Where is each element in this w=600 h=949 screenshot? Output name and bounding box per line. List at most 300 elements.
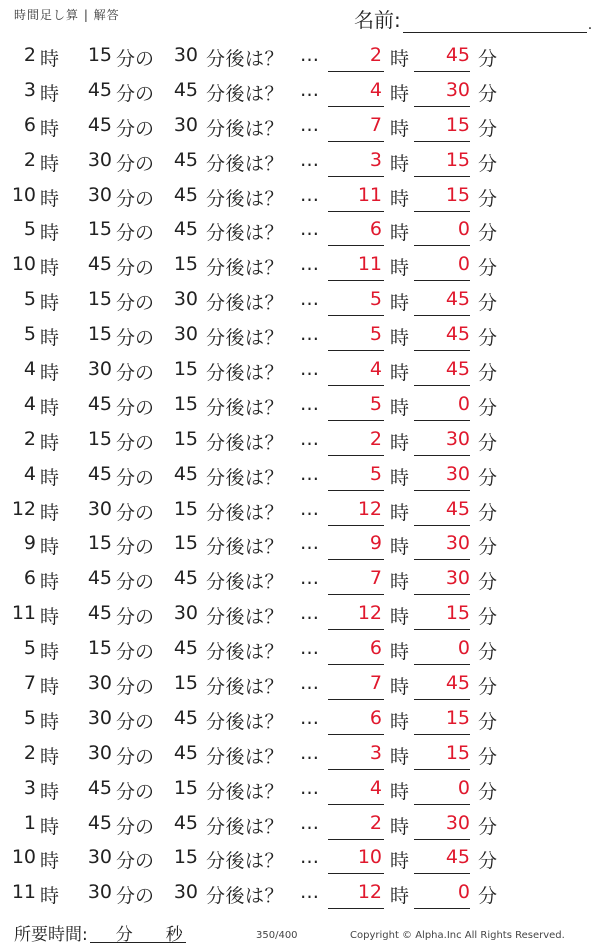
answer-minute-unit: 分 [478, 501, 498, 524]
ellipsis: … [300, 78, 319, 101]
start-minute: 45 [87, 462, 112, 485]
answer-minute: 45 [445, 672, 470, 695]
start-hour: 2 [23, 148, 36, 171]
ellipsis: … [300, 637, 319, 660]
answer-minute-blank[interactable] [414, 873, 470, 874]
start-minute: 45 [87, 602, 112, 625]
name-blank-line[interactable] [403, 10, 587, 33]
answer-hour-blank[interactable] [328, 839, 384, 840]
start-hour: 4 [23, 462, 36, 485]
answer-minute-blank[interactable] [414, 664, 470, 665]
start-hour: 5 [23, 218, 36, 241]
answer-hour-blank[interactable] [328, 769, 384, 770]
answer-minute-unit: 分 [478, 571, 498, 594]
answer-minute: 45 [445, 323, 470, 346]
answer-hour-unit: 時 [390, 396, 410, 419]
problem-row [0, 424, 600, 459]
ellipsis: … [300, 706, 319, 729]
answer-minute: 0 [457, 392, 470, 415]
minute-of-label: 分の [116, 780, 155, 803]
minute-of-label: 分の [116, 82, 155, 105]
problem-row [0, 110, 600, 145]
minute-of-label: 分の [116, 327, 155, 350]
minute-of-label: 分の [116, 257, 155, 280]
hour-unit: 時 [40, 676, 60, 699]
problem-row [0, 459, 600, 494]
ellipsis: … [300, 288, 319, 311]
answer-minute-blank[interactable] [414, 769, 470, 770]
start-hour: 6 [23, 113, 36, 136]
answer-minute-blank[interactable] [414, 804, 470, 805]
answer-hour-unit: 時 [390, 780, 410, 803]
page-number: 350/400 [256, 930, 298, 941]
worksheet-title: 時間足し算 | 解答 [14, 8, 120, 22]
start-hour: 11 [11, 881, 36, 904]
start-hour: 7 [23, 672, 36, 695]
answer-hour: 9 [369, 532, 382, 555]
answer-hour: 7 [369, 113, 382, 136]
answer-minute: 45 [445, 44, 470, 66]
start-hour: 3 [23, 776, 36, 799]
problem-row [0, 528, 600, 563]
answer-minute-unit: 分 [478, 815, 498, 838]
problem-row [0, 284, 600, 319]
question-label: 分後は？ [206, 117, 285, 140]
answer-minute-unit: 分 [478, 362, 498, 385]
answer-hour-blank[interactable] [328, 350, 384, 351]
added-minutes: 15 [173, 358, 198, 381]
ellipsis: … [300, 44, 319, 66]
minute-of-label: 分の [116, 710, 155, 733]
minute-of-label: 分の [116, 641, 155, 664]
question-label: 分後は？ [206, 676, 285, 699]
added-minutes: 30 [173, 288, 198, 311]
minute-of-label: 分の [116, 815, 155, 838]
ellipsis: … [300, 427, 319, 450]
ellipsis: … [300, 497, 319, 520]
hour-unit: 時 [40, 815, 60, 838]
minute-of-label: 分の [116, 152, 155, 175]
answer-minute-blank[interactable] [414, 455, 470, 456]
answer-minute-blank[interactable] [414, 839, 470, 840]
question-label: 分後は？ [206, 745, 285, 768]
hour-unit: 時 [40, 536, 60, 559]
answer-hour-blank[interactable] [328, 315, 384, 316]
answer-minute: 15 [445, 741, 470, 764]
answer-minute: 30 [445, 78, 470, 101]
question-label: 分後は？ [206, 850, 285, 873]
answer-hour: 11 [357, 183, 382, 206]
answer-minute-blank[interactable] [414, 420, 470, 421]
answer-hour: 10 [357, 846, 382, 869]
answer-minute-blank[interactable] [414, 594, 470, 595]
hour-unit: 時 [40, 710, 60, 733]
start-minute: 15 [87, 288, 112, 311]
answer-minute-blank[interactable] [414, 176, 470, 177]
added-minutes: 30 [173, 323, 198, 346]
hour-unit: 時 [40, 850, 60, 873]
answer-minute-unit: 分 [478, 536, 498, 559]
ellipsis: … [300, 148, 319, 171]
start-minute: 30 [87, 358, 112, 381]
problem-row [0, 214, 600, 249]
answer-minute-unit: 分 [478, 257, 498, 280]
hour-unit: 時 [40, 327, 60, 350]
answer-hour-unit: 時 [390, 850, 410, 873]
added-minutes: 30 [173, 44, 198, 66]
answer-minute: 45 [445, 288, 470, 311]
answer-minute-blank[interactable] [414, 245, 470, 246]
elapsed-time-blank[interactable] [90, 920, 186, 943]
hour-unit: 時 [40, 641, 60, 664]
hour-unit: 時 [40, 606, 60, 629]
answer-minute-unit: 分 [478, 396, 498, 419]
answer-minute-unit: 分 [478, 710, 498, 733]
answer-minute-unit: 分 [478, 885, 498, 908]
problem-row [0, 389, 600, 424]
answer-minute-unit: 分 [478, 48, 498, 70]
answer-hour-blank[interactable] [328, 525, 384, 526]
start-hour: 10 [11, 253, 36, 276]
minute-of-label: 分の [116, 117, 155, 140]
minute-of-label: 分の [116, 396, 155, 419]
start-hour: 10 [11, 183, 36, 206]
answer-hour-blank[interactable] [328, 280, 384, 281]
answer-hour-unit: 時 [390, 676, 410, 699]
answer-minute-blank[interactable] [414, 350, 470, 351]
answer-hour: 4 [369, 358, 382, 381]
answer-minute-blank[interactable] [414, 908, 470, 909]
start-minute: 30 [87, 881, 112, 904]
start-hour: 5 [23, 288, 36, 311]
question-label: 分後は？ [206, 187, 285, 210]
start-minute: 15 [87, 218, 112, 241]
answer-minute-unit: 分 [478, 82, 498, 105]
start-minute: 15 [87, 637, 112, 660]
added-minutes: 15 [173, 427, 198, 450]
minute-of-label: 分の [116, 571, 155, 594]
answer-minute-blank[interactable] [414, 385, 470, 386]
name-dot: . [587, 17, 593, 33]
answer-hour-unit: 時 [390, 327, 410, 350]
answer-hour-unit: 時 [390, 536, 410, 559]
answer-hour-blank[interactable] [328, 629, 384, 630]
answer-hour: 6 [369, 218, 382, 241]
answer-hour-unit: 時 [390, 152, 410, 175]
answer-hour-blank[interactable] [328, 873, 384, 874]
question-label: 分後は？ [206, 641, 285, 664]
minute-of-label: 分の [116, 48, 155, 70]
answer-hour-unit: 時 [390, 362, 410, 385]
answer-minute-blank[interactable] [414, 71, 470, 72]
problem-list [0, 40, 600, 912]
ellipsis: … [300, 253, 319, 276]
answer-hour-unit: 時 [390, 641, 410, 664]
answer-minute-blank[interactable] [414, 559, 470, 560]
added-minutes: 15 [173, 532, 198, 555]
answer-minute-blank[interactable] [414, 734, 470, 735]
question-label: 分後は？ [206, 885, 285, 908]
question-label: 分後は？ [206, 152, 285, 175]
answer-hour-blank[interactable] [328, 734, 384, 735]
start-hour: 2 [23, 741, 36, 764]
answer-minute-unit: 分 [478, 152, 498, 175]
answer-hour: 3 [369, 741, 382, 764]
answer-minute-blank[interactable] [414, 315, 470, 316]
minute-of-label: 分の [116, 431, 155, 454]
start-hour: 11 [11, 602, 36, 625]
start-minute: 30 [87, 148, 112, 171]
answer-hour: 7 [369, 672, 382, 695]
answer-minute: 0 [457, 218, 470, 241]
answer-minute-blank[interactable] [414, 629, 470, 630]
hour-unit: 時 [40, 396, 60, 419]
question-label: 分後は？ [206, 82, 285, 105]
problem-row [0, 598, 600, 633]
minute-of-label: 分の [116, 187, 155, 210]
start-minute: 30 [87, 183, 112, 206]
answer-minute-blank[interactable] [414, 141, 470, 142]
answer-minute-blank[interactable] [414, 211, 470, 212]
answer-minute-blank[interactable] [414, 280, 470, 281]
added-minutes: 45 [173, 637, 198, 660]
minute-of-label: 分の [116, 676, 155, 699]
hour-unit: 時 [40, 745, 60, 768]
answer-hour-unit: 時 [390, 48, 410, 70]
answer-hour: 11 [357, 253, 382, 276]
answer-minute: 0 [457, 776, 470, 799]
question-label: 分後は？ [206, 222, 285, 245]
start-minute: 45 [87, 811, 112, 834]
answer-minute: 0 [457, 253, 470, 276]
answer-hour-blank[interactable] [328, 594, 384, 595]
answer-minute: 0 [457, 637, 470, 660]
answer-hour-unit: 時 [390, 745, 410, 768]
problem-row [0, 773, 600, 808]
answer-hour-blank[interactable] [328, 699, 384, 700]
answer-hour: 6 [369, 637, 382, 660]
ellipsis: … [300, 462, 319, 485]
answer-hour-unit: 時 [390, 187, 410, 210]
hour-unit: 時 [40, 48, 60, 70]
answer-hour-blank[interactable] [328, 211, 384, 212]
answer-minute-unit: 分 [478, 187, 498, 210]
start-minute: 30 [87, 672, 112, 695]
answer-hour-blank[interactable] [328, 559, 384, 560]
answer-hour: 7 [369, 567, 382, 590]
ellipsis: … [300, 567, 319, 590]
problem-row [0, 75, 600, 110]
start-hour: 1 [23, 811, 36, 834]
answer-minute-blank[interactable] [414, 106, 470, 107]
copyright-text: Copyright © Alpha.Inc All Rights Reserved. [350, 930, 565, 941]
answer-hour-unit: 時 [390, 885, 410, 908]
start-hour: 2 [23, 44, 36, 66]
minute-of-label: 分の [116, 536, 155, 559]
answer-minute: 30 [445, 811, 470, 834]
answer-minute: 30 [445, 462, 470, 485]
answer-minute-unit: 分 [478, 676, 498, 699]
answer-minute-unit: 分 [478, 222, 498, 245]
hour-unit: 時 [40, 362, 60, 385]
answer-minute-unit: 分 [478, 327, 498, 350]
answer-hour-blank[interactable] [328, 141, 384, 142]
added-minutes: 45 [173, 567, 198, 590]
answer-hour-blank[interactable] [328, 908, 384, 909]
elapsed-time-label: 所要時間: [14, 925, 88, 945]
problem-row [0, 319, 600, 354]
answer-hour-unit: 時 [390, 501, 410, 524]
start-hour: 5 [23, 637, 36, 660]
answer-hour-blank[interactable] [328, 106, 384, 107]
answer-minute-blank[interactable] [414, 699, 470, 700]
answer-minute-unit: 分 [478, 606, 498, 629]
start-minute: 45 [87, 776, 112, 799]
problem-row [0, 249, 600, 284]
added-minutes: 45 [173, 706, 198, 729]
problem-row [0, 180, 600, 215]
problem-row [0, 563, 600, 598]
hour-unit: 時 [40, 222, 60, 245]
problem-row [0, 40, 600, 75]
answer-minute-blank[interactable] [414, 490, 470, 491]
name-label: 名前: [354, 8, 401, 32]
answer-hour-unit: 時 [390, 257, 410, 280]
question-label: 分後は？ [206, 257, 285, 280]
added-minutes: 45 [173, 183, 198, 206]
minute-of-label: 分の [116, 292, 155, 315]
minute-of-label: 分の [116, 745, 155, 768]
start-hour: 9 [23, 532, 36, 555]
answer-hour-blank[interactable] [328, 490, 384, 491]
answer-hour: 3 [369, 148, 382, 171]
answer-hour-unit: 時 [390, 82, 410, 105]
added-minutes: 30 [173, 602, 198, 625]
answer-hour: 4 [369, 78, 382, 101]
answer-hour-blank[interactable] [328, 176, 384, 177]
question-label: 分後は？ [206, 501, 285, 524]
answer-hour: 5 [369, 462, 382, 485]
start-hour: 3 [23, 78, 36, 101]
question-label: 分後は？ [206, 327, 285, 350]
hour-unit: 時 [40, 466, 60, 489]
added-minutes: 45 [173, 218, 198, 241]
answer-hour-blank[interactable] [328, 420, 384, 421]
start-hour: 5 [23, 706, 36, 729]
answer-hour-blank[interactable] [328, 385, 384, 386]
question-label: 分後は？ [206, 431, 285, 454]
answer-hour-blank[interactable] [328, 71, 384, 72]
ellipsis: … [300, 881, 319, 904]
problem-row [0, 877, 600, 912]
answer-minute: 15 [445, 706, 470, 729]
answer-hour-unit: 時 [390, 815, 410, 838]
start-hour: 12 [11, 497, 36, 520]
minute-of-label: 分の [116, 501, 155, 524]
problem-row [0, 668, 600, 703]
answer-minute-unit: 分 [478, 641, 498, 664]
start-minute: 30 [87, 846, 112, 869]
answer-minute: 30 [445, 567, 470, 590]
answer-hour-blank[interactable] [328, 664, 384, 665]
answer-hour: 5 [369, 323, 382, 346]
minute-of-label: 分の [116, 466, 155, 489]
answer-hour-blank[interactable] [328, 804, 384, 805]
answer-hour: 5 [369, 288, 382, 311]
answer-hour-unit: 時 [390, 292, 410, 315]
answer-minute: 15 [445, 602, 470, 625]
answer-hour-unit: 時 [390, 222, 410, 245]
answer-minute-unit: 分 [478, 780, 498, 803]
answer-hour-unit: 時 [390, 431, 410, 454]
added-minutes: 15 [173, 672, 198, 695]
hour-unit: 時 [40, 257, 60, 280]
minute-of-label: 分の [116, 606, 155, 629]
problem-row [0, 354, 600, 389]
hour-unit: 時 [40, 292, 60, 315]
answer-hour-blank[interactable] [328, 245, 384, 246]
problem-row [0, 808, 600, 843]
question-label: 分後は？ [206, 815, 285, 838]
added-minutes: 15 [173, 497, 198, 520]
problem-row [0, 633, 600, 668]
added-minutes: 45 [173, 78, 198, 101]
added-minutes: 15 [173, 776, 198, 799]
minute-of-label: 分の [116, 222, 155, 245]
start-minute: 45 [87, 392, 112, 415]
ellipsis: … [300, 741, 319, 764]
start-minute: 15 [87, 44, 112, 66]
answer-minute-blank[interactable] [414, 525, 470, 526]
ellipsis: … [300, 113, 319, 136]
added-minutes: 15 [173, 392, 198, 415]
minute-of-label: 分の [116, 885, 155, 908]
ellipsis: … [300, 218, 319, 241]
added-minutes: 45 [173, 741, 198, 764]
answer-hour-blank[interactable] [328, 455, 384, 456]
problem-row [0, 703, 600, 738]
answer-hour: 2 [369, 427, 382, 450]
answer-hour-unit: 時 [390, 466, 410, 489]
ellipsis: … [300, 602, 319, 625]
answer-hour: 5 [369, 392, 382, 415]
answer-minute: 45 [445, 358, 470, 381]
added-minutes: 15 [173, 253, 198, 276]
added-minutes: 15 [173, 846, 198, 869]
question-label: 分後は？ [206, 536, 285, 559]
added-minutes: 45 [173, 811, 198, 834]
answer-hour: 4 [369, 776, 382, 799]
start-minute: 45 [87, 567, 112, 590]
start-hour: 6 [23, 567, 36, 590]
start-minute: 15 [87, 532, 112, 555]
elapsed-minutes-unit: 分 [115, 925, 133, 945]
answer-hour: 2 [369, 811, 382, 834]
answer-minute-unit: 分 [478, 466, 498, 489]
question-label: 分後は？ [206, 362, 285, 385]
hour-unit: 時 [40, 885, 60, 908]
start-minute: 45 [87, 253, 112, 276]
answer-minute: 45 [445, 846, 470, 869]
start-hour: 4 [23, 358, 36, 381]
elapsed-time-field [14, 920, 186, 945]
answer-minute: 45 [445, 497, 470, 520]
start-minute: 30 [87, 497, 112, 520]
hour-unit: 時 [40, 187, 60, 210]
problem-row [0, 842, 600, 877]
question-label: 分後は？ [206, 48, 285, 70]
ellipsis: … [300, 776, 319, 799]
